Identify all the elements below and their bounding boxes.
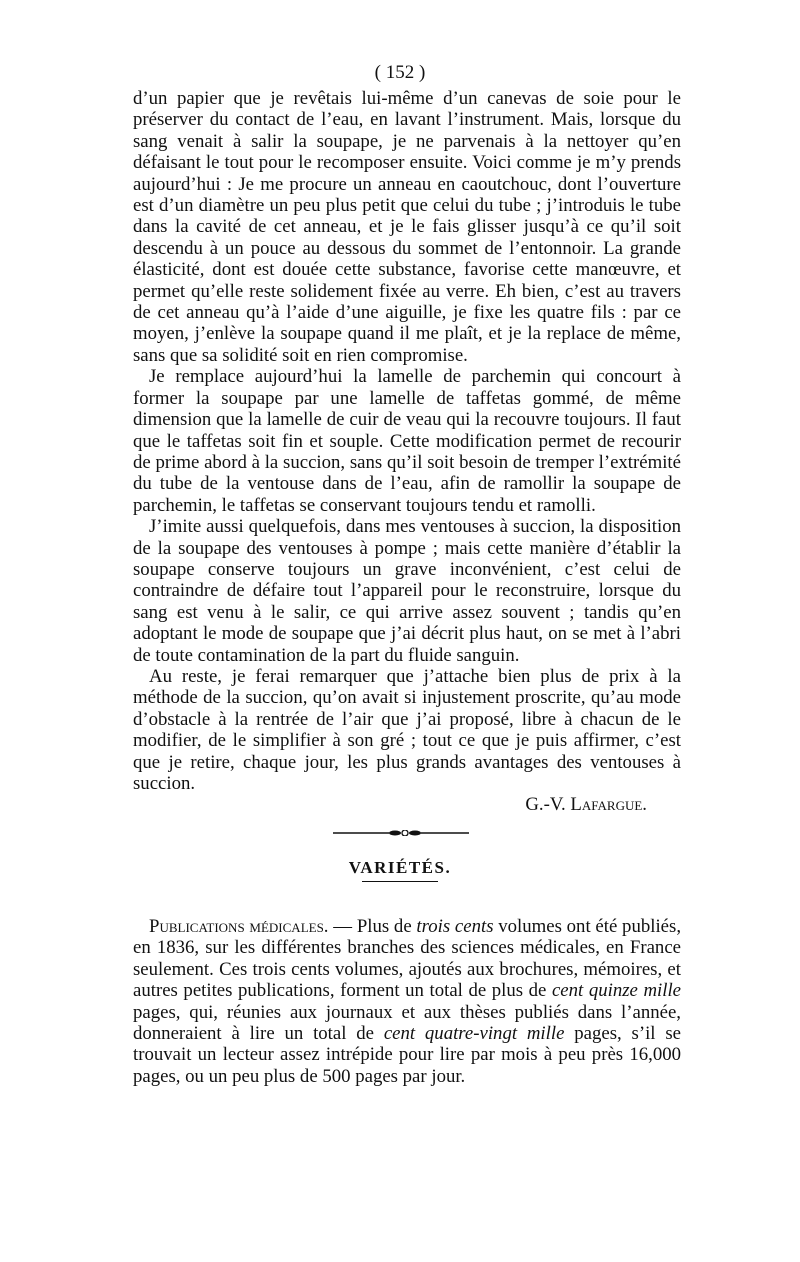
paragraph-publications: Publications médicales. — Plus de trois cents volumes ont été publiés, en 1836, sur les différentes branches des sciences médicales, en France seulement. Ces trois cents volumes, ajoutés aux brochures, mémoires, et autres petites publications, forment un total de plus de cent quinze mille pages, qui, réunies aux journaux et aux thèses publiés dans l’année, donneraient à lire un total de cent quatre-vingt mille pages, s’il se trouvait un lecteur assez intrépide pour lire par mois à peu près 16,000 pages, ou un peu plus de 500 pages par jour.	[133, 916, 682, 1087]
paragraph-4: Au reste, je ferai remarquer que j’attache bien plus de prix à la méthode de la succion, qu’on avait si injustement proscrite, qu’au mode d’obstacle à la rentrée de l’air que j’ai proposé, libre à chacun de le modifier, de le simplifier à son gré ; tout ce que je puis affirmer, c’est que je retire, chaque jour, les plus grands avantages des ventouses à succion.	[133, 665, 681, 794]
title-underline	[362, 881, 438, 882]
article-cupping-valve	[133, 88, 681, 816]
section-title: VARIÉTÉS.	[348, 858, 452, 877]
author-signature: G.-V. Lafargue.	[525, 794, 647, 816]
paragraph-3: J’imite aussi quelquefois, dans mes ventouses à succion, la disposition de la soupape des ventouses à pompe ; mais cette manière d’établir la soupape conserve toujours un grave inconvénient, c’est celui de contraindre de défaire tout l’appareil pour le reconstruire, lorsque du sang est venu à le salir, ce qui arrive assez souvent ; tandis qu’en adoptant le mode de soupape que j’ai décrit plus haut, on se met à l’abri de toute contamination de la part du fluide sanguin.	[133, 516, 681, 666]
paragraph-1: d’un papier que je revêtais lui-même d’un canevas de soie pour le préserver du contact de l’eau, en lavant l’instrument. Mais, lorsque du sang venait à salir la soupape, je ne parvenais à la nettoyer qu’en défaisant le tout pour le recomposer ensuite. Voici comme je m’y prends aujourd’hui : Je me procure un anneau en caoutchouc, dont l’ouverture est d’un diamètre un peu plus petit que celui du tube ; j’introduis le tube dans la cavité de cet anneau, et je le fais glisser jusqu’à ce qu’il soit descendu à un pouce au dessous du sommet de l’entonnoir. La grande élasticité, dont est douée cette substance, favorise cette manœuvre, et permet qu’elle reste solidement fixée au verre. Eh bien, c’est au travers de cet anneau qu’à l’aide d’une aiguille, je fixe les quatre fils : par ce moyen, j’enlève la soupape quand il me plaît, et je la replace de même, sans que sa solidité soit en rien compromise.	[133, 88, 681, 366]
paragraph-2: Je remplace aujourd’hui la lamelle de parchemin qui concourt à former la soupape par une lamelle de taffetas gommé, de même dimension que la lamelle de cuir de veau qui la recouvre toujours. Il faut que le taffetas soit fin et souple. Cette modification permet de recourir de prime abord à la succion, sans qu’il soit besoin de tremper l’extrémité du tube de la ventouse dans de l’eau, afin de ramollir la soupape de parchemin, le taffetas se conservant toujours tendu et ramolli.	[133, 366, 681, 516]
signature-row	[133, 794, 681, 815]
ornamental-divider	[333, 830, 469, 836]
article-heading: Publications médicales.	[149, 916, 329, 937]
page-number: ( 152 )	[374, 62, 426, 83]
article-medical-publications	[133, 916, 681, 1087]
